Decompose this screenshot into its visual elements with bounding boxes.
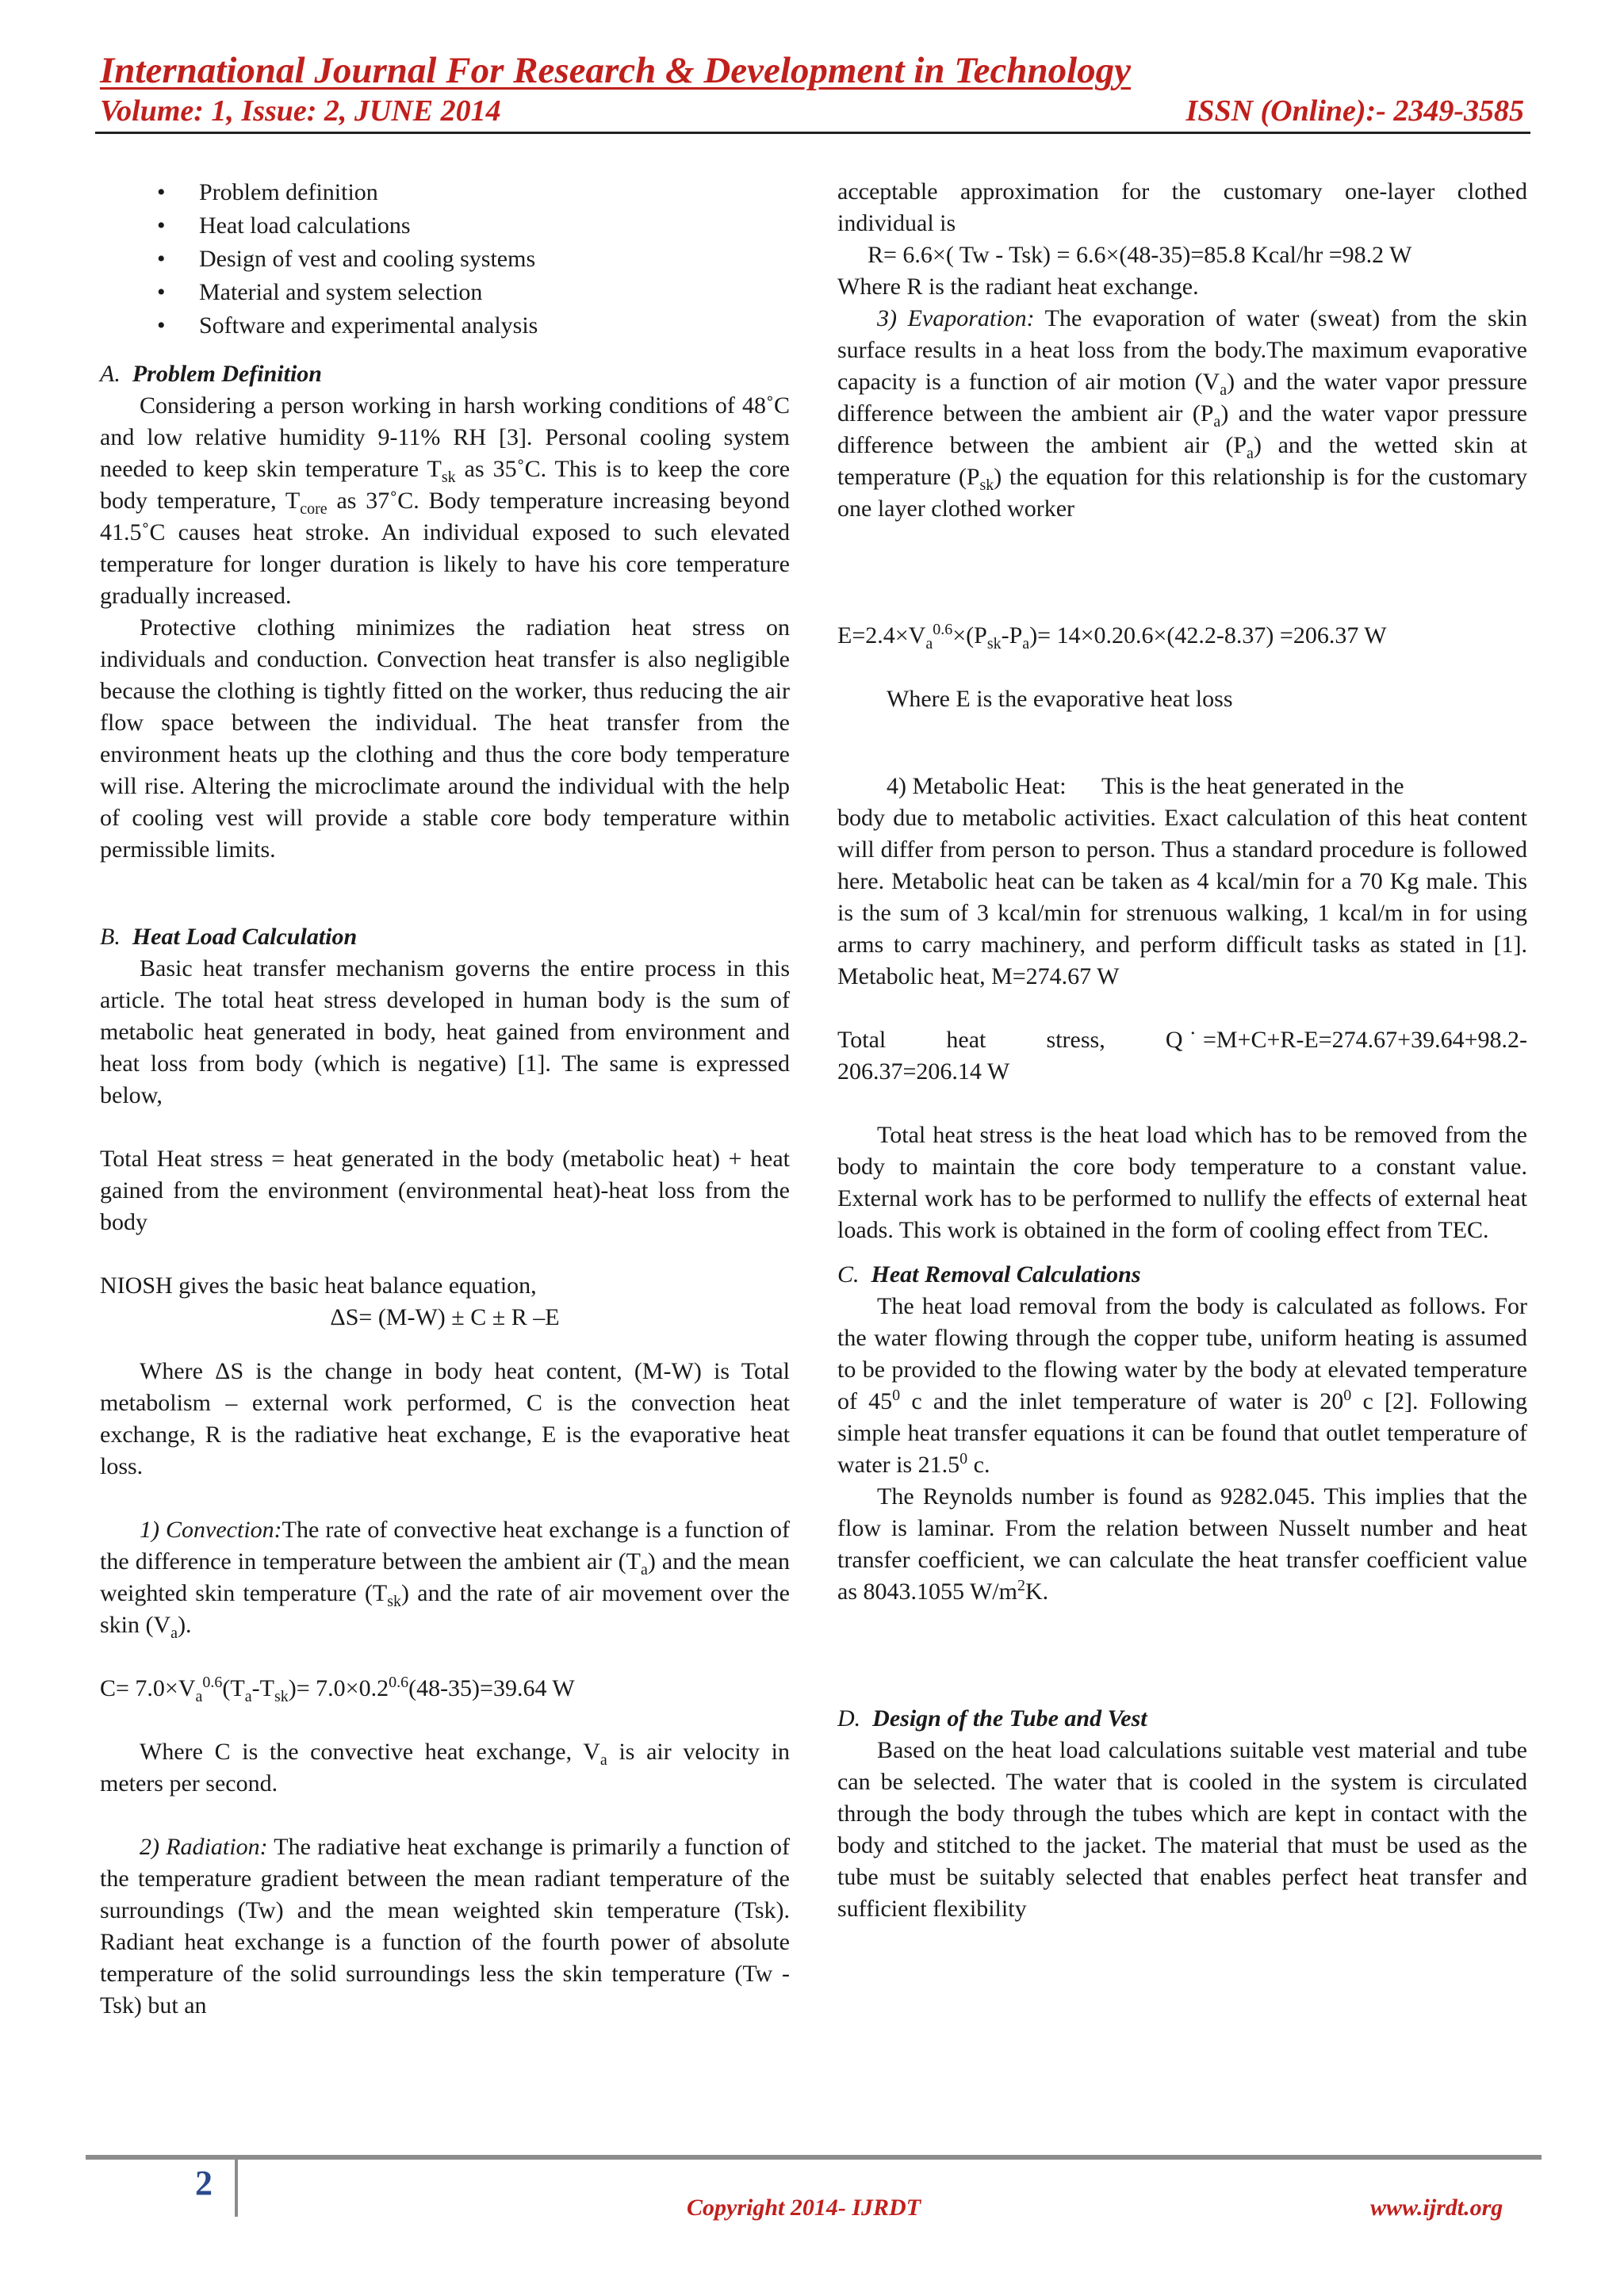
list-item: • Material and system selection [100,276,790,309]
website-link[interactable]: www.ijrdt.org [1370,2195,1503,2221]
header-rule [95,132,1530,134]
section-heading-a: A. Problem Definition [100,361,322,387]
bullet-icon: • [157,179,166,205]
bullet-icon: • [157,312,166,339]
paragraph-design: Based on the heat load calculations suitable vest material and tube can be selected. The water that is cooled in the system is circulated through the body through the tubes which are kept in contact with the body and stitched to the jacket. The material that must be used as the tube must be suitably selected that enables perfect heat transfer and sufficient flexibility [837,1737,1527,1922]
convection-equation: $C= 7.0\times V_a^{0.6}(T_a-T_{sk})= 7.0\times 0.2^{0.6}(48-35)=39.64$ W [100,1674,575,1705]
outline-bullet-list [100,176,790,342]
paragraph-acceptable: acceptable approximation for the customary one-layer clothed individual is [837,178,1527,236]
paragraph-convection: 1) Convection:The rate of convective heat exchange is a function of the difference in temperature between the ambient air $(T_a)$ and the mean weighted skin temperature $(T_{sk})$ and the rate of air movement over the skin $(V_a)$. [100,1517,791,1642]
paragraph-where-e: Where E is the evaporative heat loss [887,686,1233,712]
paragraph-problem: Considering a person working in harsh working conditions of 48˚C and low relative humidity 9-11% RH [3]. Personal cooling system needed to keep skin temperature $T_{sk}$ as 35˚C. This is to keep the core body temperature, $T_{core}$ as 37˚C. Body temperature increasing beyond 41.5˚C causes heat stroke. An individual exposed to such elevated temperature for longer duration is likely to have his core temperature gradually increased. [100,392,791,609]
bullet-icon: • [157,246,166,272]
footer-rule [86,2155,1542,2160]
paragraph-where-ds: Where ΔS is the change in body heat content, (M-W) is Total metabolism – external work performed, C is the convection heat exchange, R is the radiative heat exchange, E is the evaporative heat loss. [100,1358,790,1479]
issn-label: ISSN (Online):- 2349-3585 [1185,94,1524,128]
right-column [837,176,1527,1925]
evaporation-equation: $E=2.4\times V_a^{0.6}\times(P_{sk}-P_a)= 14\times 0.20.6\times(42.2-8.37) =206.37$ W [837,621,1387,652]
bullet-icon: • [157,212,166,239]
paragraph-niosh: NIOSH gives the basic heat balance equation, [100,1272,537,1299]
paragraph-total-removed: Total heat stress is the heat load which has to be removed from the body to maintain the core body temperature to a constant value. External work has to be performed to nullify the effects of external heat loads. This work is obtained in the form of cooling effect from TEC. [837,1122,1527,1243]
radiation-equation: R= 6.6×( Tw - Tsk) = 6.6×(48-35)=85.8 Kcal/hr =98.2 W [868,242,1412,268]
total-heat-stress-equation: Total heat stress, Q˙=M+C+R-E=274.67+39.64+98.2-206.37=206.14 W [837,1027,1527,1085]
list-item: • Problem definition [100,176,790,209]
paragraph-metabolic: body due to metabolic activities. Exact calculation of this heat content will differ from person to person. Thus a standard procedure is followed here. Metabolic heat can be taken as 4 kcal/min for a 70 Kg male. This is the sum of 3 kcal/min for strenuous walking, 1 kcal/m in for using arms to carry machinery, and perform difficult tasks as stated in [1]. Metabolic heat, M=274.67 W [837,805,1527,989]
list-item: • Heat load calculations [100,209,790,243]
paragraph-radiation: 2) Radiation: The radiative heat exchange is primarily a function of the temperature gradient between the mean radiant temperature of the surroundings (Tw) and the mean weighted skin temperature (Tsk). Radiant heat exchange is a function of the fourth power of absolute temperature of the solid surroundings less the skin temperature (Tw - Tsk) but an [100,1834,790,2019]
volume-issue-line: Volume: 1, Issue: 2, JUNE 2014 [100,94,501,128]
list-item: • Software and experimental analysis [100,309,790,342]
left-column [100,176,790,2022]
heat-balance-equation: ΔS= (M-W) ± C ± R –E [330,1304,560,1330]
paragraph-protective: Protective clothing minimizes the radiation heat stress on individuals and conduction. Convection heat transfer is also negligible because the clothing is tightly fitted on the worker, thus reducing the air flow space between the individual. The heat transfer from the environment heats up the clothing and thus the core body temperature will rise. Altering the microclimate around the individual with the help of cooling vest will provide a stable core body temperature within permissible limits. [100,614,790,863]
bullet-icon: • [157,279,166,305]
paragraph-where-r: Where R is the radiant heat exchange. [837,274,1199,300]
section-heading-d: D. Design of the Tube and Vest [837,1705,1147,1732]
copyright-notice: Copyright 2014- IJRDT [687,2195,921,2221]
footer-divider [235,2155,238,2217]
journal-title: International Journal For Research & Development in Technology [100,50,1132,91]
paragraph-heat-mechanism: Basic heat transfer mechanism governs the entire process in this article. The total heat stress developed in human body is the sum of metabolic heat generated in body, heat gained from environment and heat loss from body (which is negative) [1]. The same is expressed below, [100,955,790,1108]
paragraph-heat-removal: The heat load removal from the body is calculated as follows. For the water flowing through the copper tube, uniform heating is assumed to be provided to the flowing water by the body at elevated temperature of $45^0$ c and the inlet temperature of water is $20^0$ c [2]. Following simple heat transfer equations it can be found that outlet temperature of water is 21.5$^0$ c. [837,1293,1527,1478]
paragraph-where-c: Where C is the convective heat exchange, $V_a$ is air velocity in meters per second. [100,1739,791,1797]
paragraph-total-heat: Total Heat stress = heat generated in the body (metabolic heat) + heat gained from the environment (environmental heat)-heat loss from the body [100,1146,790,1235]
section-heading-b: B. Heat Load Calculation [100,924,358,950]
paragraph-metabolic-lead: 4) Metabolic Heat: This is the heat generated in the [887,773,1404,799]
paragraph-reynolds: The Reynolds number is found as 9282.045. This implies that the flow is laminar. From the relation between Nusselt number and heat transfer coefficient, we can calculate the heat transfer coefficient value as 8043.1055 $W/m^2K$. [837,1483,1527,1605]
section-heading-c: C. Heat Removal Calculations [837,1261,1141,1288]
page-number: 2 [195,2164,213,2202]
paragraph-evaporation: 3) Evaporation: The evaporation of water (sweat) from the skin surface results in a heat loss from the body.The maximum evaporative capacity is a function of air motion $(V_a)$ and the water vapor pressure difference between the ambient air $(P_a)$ and the water vapor pressure difference between the ambient air $(P_a)$ and the wetted skin at temperature $(P_{sk})$ the equation for this relationship is for the customary one layer clothed worker [837,305,1528,522]
list-item: • Design of vest and cooling systems [100,243,790,276]
